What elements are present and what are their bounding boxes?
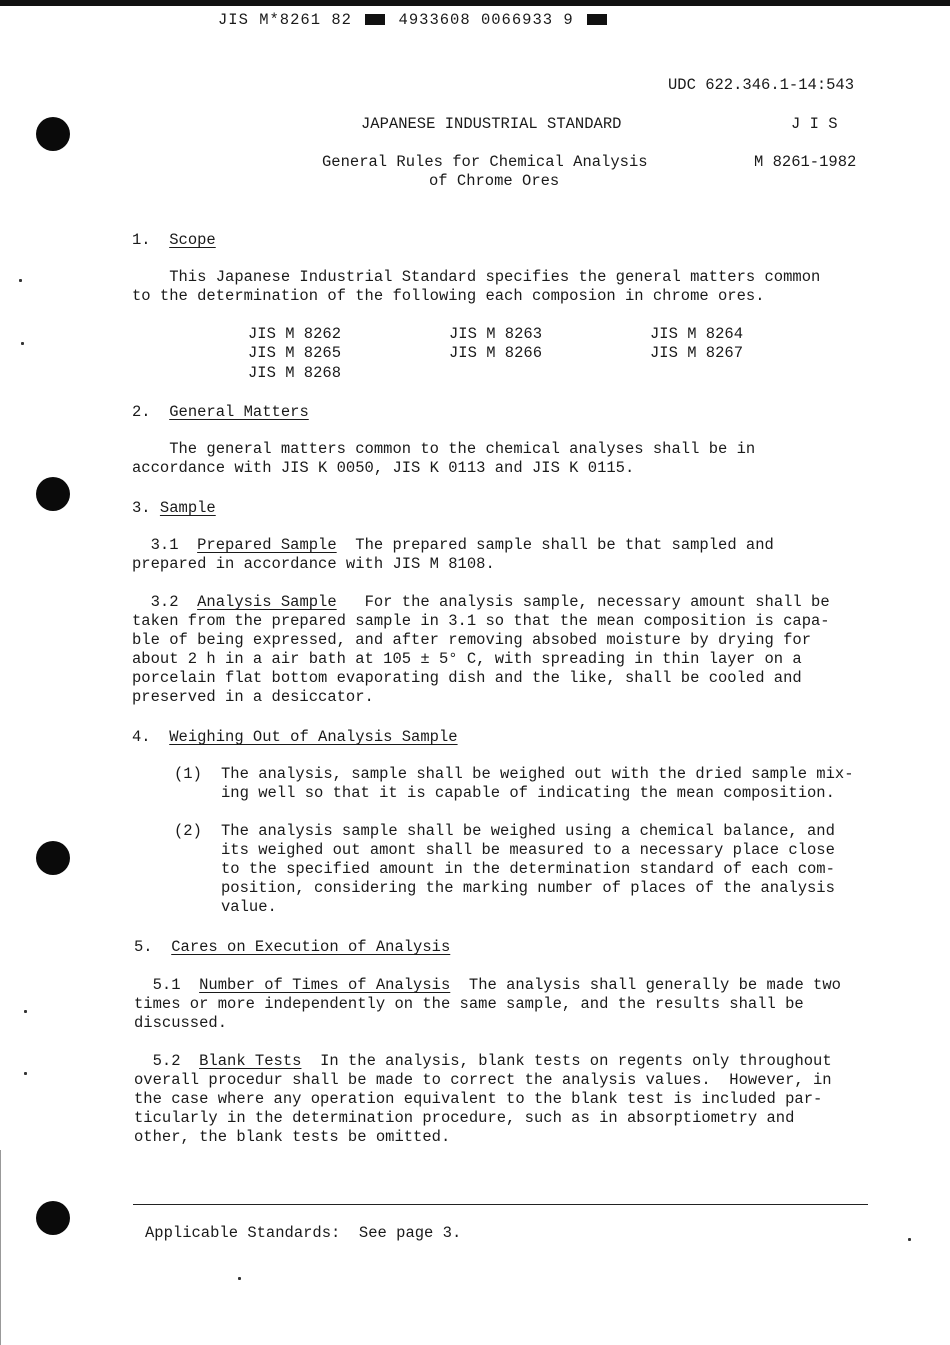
subsection-title: Analysis Sample (197, 593, 337, 611)
section-title: Cares on Execution of Analysis (171, 938, 451, 956)
section-5-heading (134, 938, 450, 957)
text-line: discussed. (134, 1014, 228, 1032)
section-title: Weighing Out of Analysis Sample (169, 728, 458, 746)
text-line: to the determination of the following each composion in chrome ores. (132, 287, 765, 305)
binder-hole-1 (36, 117, 70, 151)
document-code-part1: JIS M*8261 82 (218, 11, 352, 29)
scan-speck (24, 1010, 27, 1013)
text-line: The analysis shall generally be made two (468, 976, 841, 994)
standards-list-row-2 (248, 344, 744, 363)
standard-ref: JIS M 8267 (650, 344, 744, 362)
section-2-paragraph (132, 440, 755, 478)
text-line: overall procedur shall be made to correct the analysis values. However, in (134, 1071, 832, 1089)
document-code-line (218, 11, 610, 30)
text-line: ing well so that it is capable of indicating the mean composition. (221, 784, 835, 802)
text-line: accordance with JIS K 0050, JIS K 0113 and JIS K 0115. (132, 459, 635, 477)
text-line: The prepared sample shall be that sampled and (355, 536, 774, 554)
text-line: taken from the prepared sample in 3.1 so that the mean composition is capa- (132, 612, 830, 630)
document-title-line2: of Chrome Ores (429, 172, 560, 190)
standard-ref: JIS M 8268 (248, 364, 342, 382)
scan-edge-line (0, 1150, 1, 1345)
standard-ref: JIS M 8264 (650, 325, 744, 343)
scan-speck (24, 1072, 27, 1075)
document-code-part2: 4933608 0066933 9 (398, 11, 574, 29)
section-1-heading (132, 231, 216, 250)
redaction-block (587, 14, 607, 25)
section-4-heading (132, 728, 458, 747)
document-title-line1: General Rules for Chemical Analysis (322, 153, 648, 171)
text-line: its weighed out amont shall be measured to a necessary place close (221, 841, 835, 859)
section-title: Sample (159, 499, 216, 517)
standards-list-row-1 (248, 325, 744, 344)
standard-ref: JIS M 8265 (248, 344, 342, 362)
subsection-number: 3.2 (150, 593, 179, 611)
scan-speck (908, 1238, 911, 1241)
text-line: porcelain flat bottom evaporating dish and the like, shall be cooled and (132, 669, 802, 687)
text-line: preserved in a desiccator. (132, 688, 374, 706)
standards-list-row-3 (248, 364, 341, 383)
subsection-5-1 (134, 976, 841, 1033)
text-line: other, the blank tests be omitted. (134, 1128, 451, 1146)
section-number: 2. (132, 403, 151, 421)
item-2-text (221, 822, 835, 917)
footer-divider (133, 1204, 868, 1205)
scan-speck (19, 279, 22, 282)
standard-ref: JIS M 8263 (449, 325, 543, 343)
section-number: 3. (132, 499, 151, 517)
section-title: Scope (169, 231, 216, 249)
text-line: The analysis, sample shall be weighed out with the dried sample mix- (221, 765, 854, 783)
udc-number: UDC 622.346.1-14:543 (668, 76, 855, 94)
subsection-5-2 (134, 1052, 832, 1147)
subsection-number: 5.1 (152, 976, 181, 994)
section-1-paragraph (132, 268, 820, 306)
redaction-block (365, 14, 385, 25)
text-line: The analysis sample shall be weighed using a chemical balance, and (221, 822, 835, 840)
footer-note: Applicable Standards: See page 3. (145, 1224, 462, 1242)
subsection-number: 5.2 (152, 1052, 181, 1070)
text-line: times or more independently on the same sample, and the results shall be (134, 995, 804, 1013)
text-line: For the analysis sample, necessary amount shall be (364, 593, 830, 611)
scan-speck (238, 1277, 241, 1280)
text-line: prepared in accordance with JIS M 8108. (132, 555, 495, 573)
section-2-heading (132, 403, 309, 422)
standard-ref: JIS M 8266 (449, 344, 543, 362)
item-1-text (221, 765, 854, 803)
subsection-title: Number of Times of Analysis (199, 976, 451, 994)
scan-speck (21, 342, 24, 345)
binder-hole-3 (36, 841, 70, 875)
binder-hole-4 (36, 1201, 70, 1235)
text-line: value. (221, 898, 277, 916)
item-2-number: (2) (174, 822, 202, 840)
binder-hole-2 (36, 477, 70, 511)
text-line: the case where any operation equivalent to the blank test is included par- (134, 1090, 823, 1108)
text-line: The general matters common to the chemical analyses shall be in (132, 440, 756, 458)
standard-number: M 8261-1982 (754, 153, 857, 171)
section-number: 5. (134, 938, 153, 956)
text-line: In the analysis, blank tests on regents only throughout (320, 1052, 832, 1070)
subsection-title: Blank Tests (199, 1052, 302, 1070)
text-line: ticularly in the determination procedure, such as in absorptiometry and (134, 1109, 795, 1127)
section-number: 4. (132, 728, 151, 746)
text-line: ble of being expressed, and after removing absobed moisture by drying for (132, 631, 812, 649)
text-line: position, considering the marking number of places of the analysis (221, 879, 835, 897)
scan-top-border (0, 0, 950, 6)
text-line: to the specified amount in the determination standard of each com- (221, 860, 835, 878)
subsection-title: Prepared Sample (197, 536, 337, 554)
standard-ref: JIS M 8262 (248, 325, 342, 343)
section-number: 1. (132, 231, 151, 249)
subsection-number: 3.1 (150, 536, 179, 554)
text-line: This Japanese Industrial Standard specifies the general matters common (132, 268, 821, 286)
item-1-number: (1) (174, 765, 202, 783)
text-line: about 2 h in a air bath at 105 ± 5° C, with spreading in thin layer on a (132, 650, 802, 668)
section-3-heading (132, 499, 216, 518)
subsection-3-1 (132, 536, 774, 574)
jis-mark: J I S (791, 115, 838, 133)
standard-body: JAPANESE INDUSTRIAL STANDARD (361, 115, 622, 133)
section-title: General Matters (169, 403, 309, 421)
subsection-3-2 (132, 593, 830, 707)
